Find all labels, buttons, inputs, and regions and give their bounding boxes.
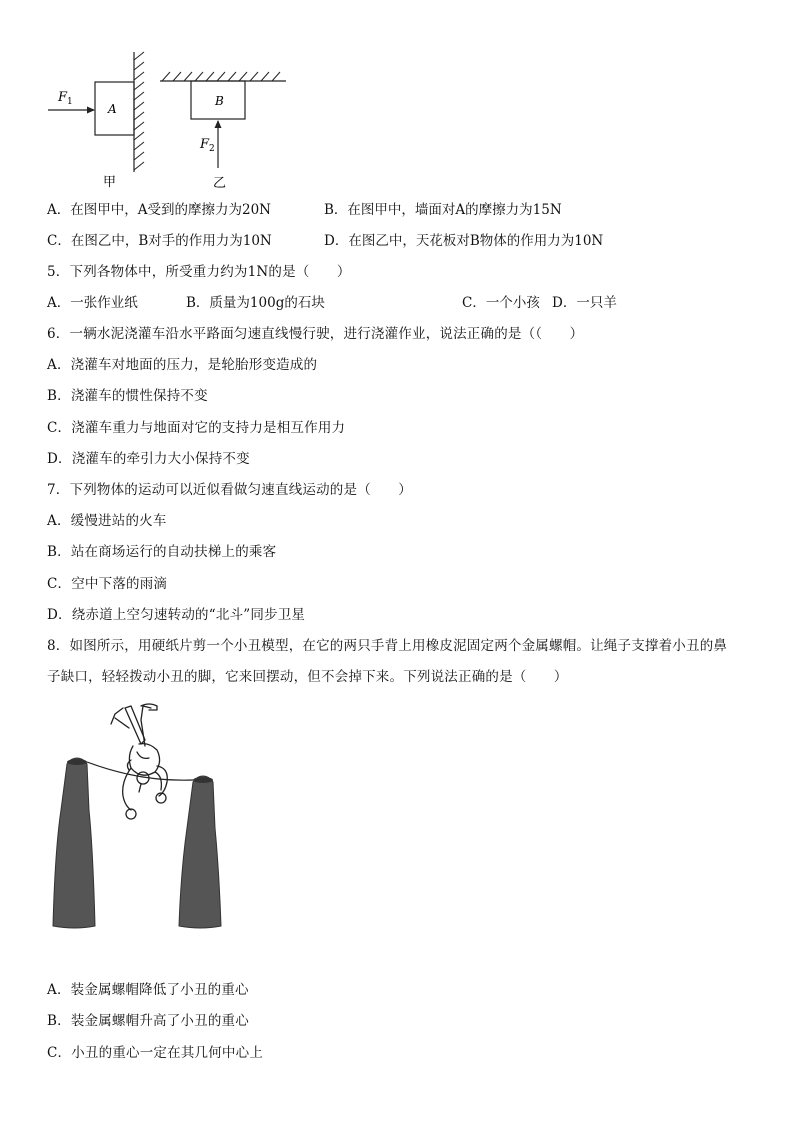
q4-option-a: A．在图甲中，A受到的摩擦力为20N <box>47 202 271 218</box>
q6-option-d: D．浇灌车的牵引力大小保持不变 <box>47 451 250 467</box>
q6-option-c: C．浇灌车重力与地面对它的支持力是相互作用力 <box>47 420 346 436</box>
q8-stem-line1: 8．如图所示，用硬纸片剪一个小丑模型，在它的两只手背上用橡皮泥固定两个金属螺帽。让绳子支撑着小丑的鼻 <box>47 638 728 654</box>
q4-option-d: D．在图乙中，天花板对B物体的作用力为10N <box>324 233 604 249</box>
caption-yi: 乙 <box>213 176 227 191</box>
block-a-label: A <box>108 102 117 116</box>
q4-option-c: C．在图乙中，B对手的作用力为10N <box>47 233 272 249</box>
caption-jia: 甲 <box>103 175 117 190</box>
q5-option-a: A．一张作业纸 <box>47 295 138 311</box>
q4-option-b: B．在图甲中，墙面对A的摩擦力为15N <box>324 202 562 218</box>
q6-option-b: B．浇灌车的惯性保持不变 <box>47 388 208 404</box>
f1-subscript: 1 <box>67 97 73 107</box>
q5-option-d: D．一只羊 <box>552 295 617 311</box>
left-bottle <box>53 758 95 928</box>
left-bottle-top <box>67 759 87 765</box>
f2-label: F <box>200 137 210 152</box>
right-bottle-top <box>193 777 213 783</box>
q8-option-c: C．小丑的重心一定在其几何中心上 <box>47 1045 264 1061</box>
q7-option-b: B．站在商场运行的自动扶梯上的乘客 <box>47 544 277 560</box>
q7-option-a: A．缓慢进站的火车 <box>47 513 167 529</box>
q8-option-b: B．装金属螺帽升高了小丑的重心 <box>47 1013 249 1029</box>
q5-stem: 5．下列各物体中，所受重力约为1N的是（ ） <box>47 264 351 280</box>
q5-option-c: C．一个小孩 <box>462 295 540 311</box>
q6-stem: 6．一辆水泥浇灌车沿水平路面匀速直线慢行驶，进行浇灌作业，说法正确的是（（ ） <box>47 326 584 342</box>
rope <box>87 762 193 780</box>
q7-option-c: C．空中下落的雨滴 <box>47 576 168 592</box>
q6-option-a: A．浇灌车对地面的压力，是轮胎形变造成的 <box>47 357 318 373</box>
ceiling-hatching <box>162 72 280 81</box>
wall-hatching <box>134 52 144 170</box>
block-b-label: B <box>215 94 224 108</box>
force-diagram-figure <box>40 50 300 192</box>
clown-figure <box>45 700 235 932</box>
f2-subscript: 2 <box>209 144 215 154</box>
q8-stem-line2: 子缺口，轻轻拨动小丑的脚，它来回摆动，但不会掉下来。下列说法正确的是（ ） <box>47 669 568 685</box>
f1-arrowhead <box>87 107 95 114</box>
q8-option-a: A．装金属螺帽降低了小丑的重心 <box>47 982 249 998</box>
q7-option-d: D．绕赤道上空匀速转动的“北斗”同步卫星 <box>47 607 306 623</box>
q7-stem: 7．下列物体的运动可以近似看做匀速直线运动的是（ ） <box>47 482 412 498</box>
f1-label: F <box>58 90 68 105</box>
f2-arrowhead <box>215 120 222 128</box>
right-bottle <box>179 776 221 928</box>
q5-option-b: B．质量为100g的石块 <box>186 295 325 311</box>
